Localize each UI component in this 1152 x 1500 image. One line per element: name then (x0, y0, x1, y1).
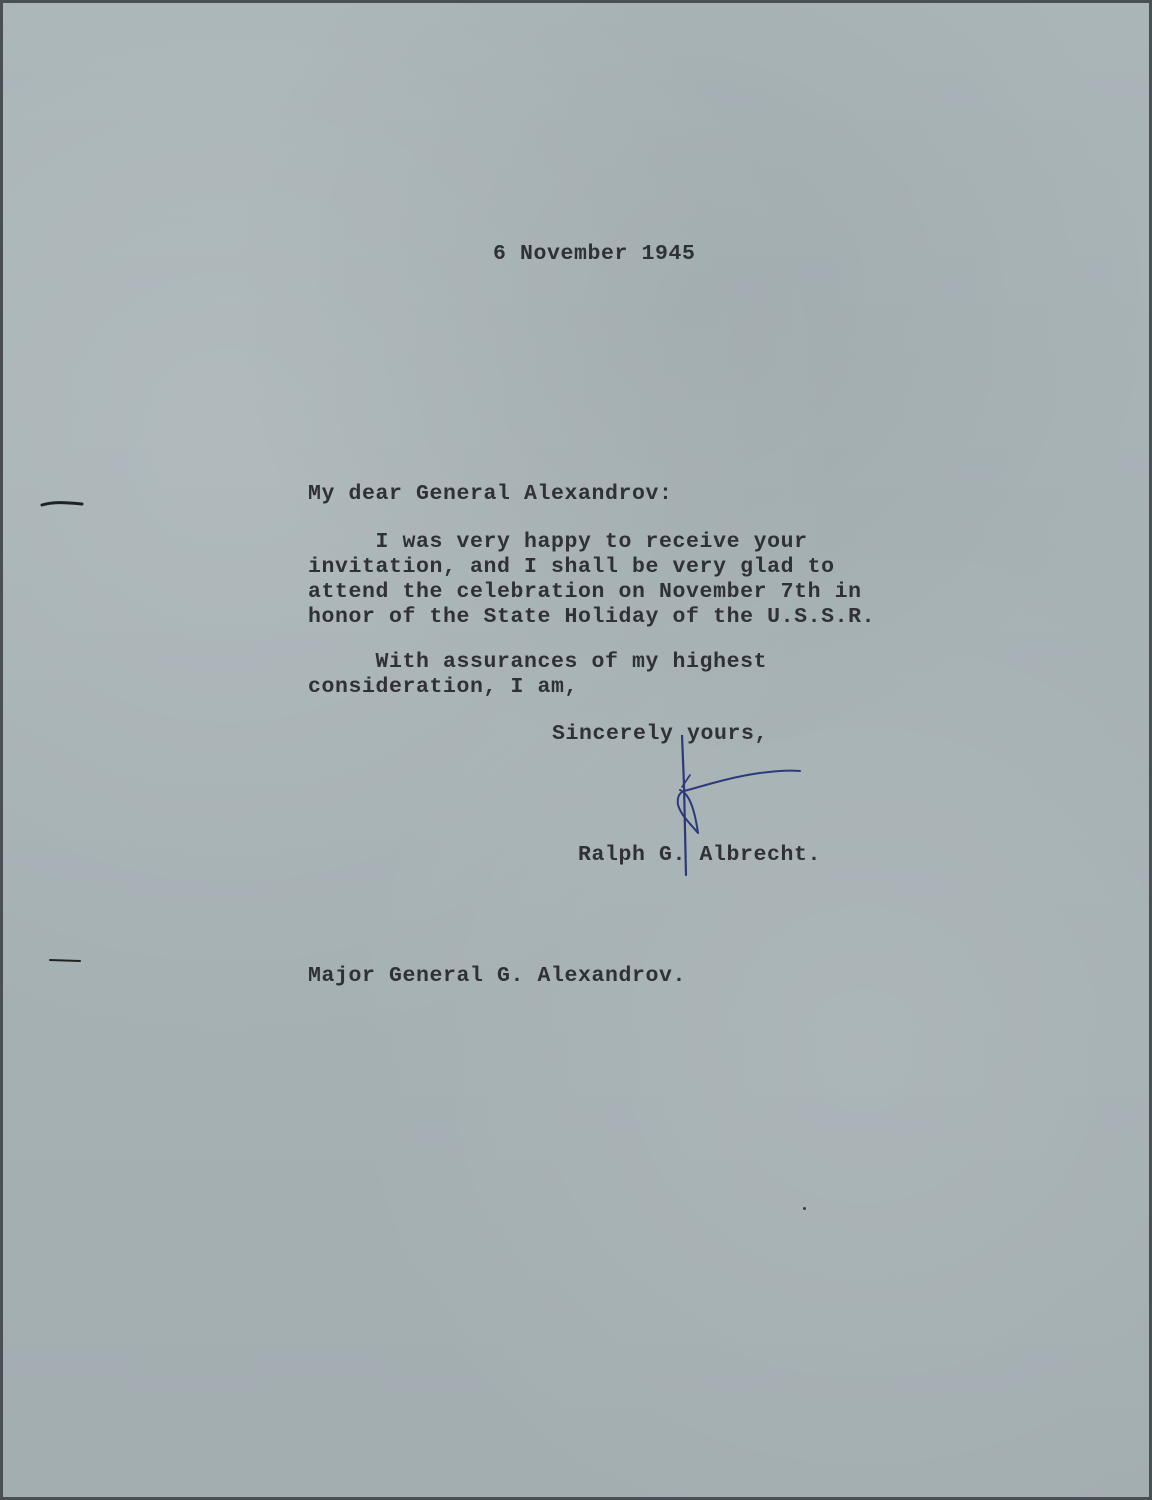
letter-date: 6 November 1945 (493, 242, 696, 266)
paragraph-1-line-4: honor of the State Holiday of the U.S.S.R. (308, 605, 876, 629)
body-paragraph-2 (308, 650, 767, 700)
signer-name: Ralph G. Albrecht. (578, 843, 822, 867)
page-edge-top (0, 0, 1152, 3)
paragraph-1-line-1: I was very happy to receive your (308, 530, 808, 554)
margin-mark-icon (40, 497, 84, 511)
addressee: Major General G. Alexandrov. (308, 964, 687, 988)
page-edge-left (0, 0, 3, 1500)
complimentary-closing: Sincerely yours, (552, 722, 769, 746)
paragraph-1-line-3: attend the celebration on November 7th in (308, 580, 862, 604)
paragraph-2-line-2: consideration, I am, (308, 675, 579, 699)
salutation: My dear General Alexandrov: (308, 482, 673, 506)
paragraph-1-line-2: invitation, and I shall be very glad to (308, 555, 835, 579)
body-paragraph-1 (308, 530, 875, 630)
margin-mark-icon (48, 955, 82, 965)
paragraph-2-line-1: With assurances of my highest (308, 650, 768, 674)
ink-speck (803, 1207, 806, 1210)
